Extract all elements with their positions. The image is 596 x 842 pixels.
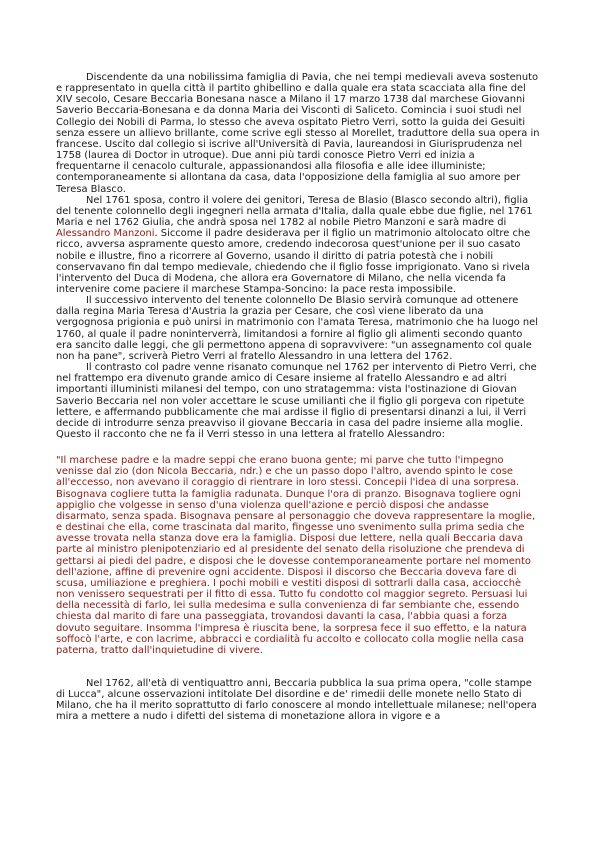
paragraph-reconciliation: Il contrasto col padre venne risanato comunque nel 1762 per intervento di Pietro Verri, che nel frattempo era divenuto grande amico di Cesare insieme al fratello Alessandro e ad altri importanti illuministi milanesi del tempo, con uno stratagemma: vista l'ostinazione di Giovan Saverio Beccaria nel non voler accettare le scuse umilianti che il figlio gli porgeva con ripetute lettere, e affermando pubblicamente che mai ardisse il figlio di presentarsi dinanzi a lui, il Verri decide di introdurre senza preavviso il giovane Beccaria in casa del padre insieme alla moglie. Questo il racconto che ne fa il Verri stesso in una lettera al fratello Alessandro: xyxy=(56,362,537,440)
manzoni-link[interactable]: Alessandro Manzoni xyxy=(56,228,155,240)
paragraph-first-work: Nel 1762, all'età di ventiquattro anni, Beccaria pubblica la sua prima opera, "colle stampe di Lucca", alcune osservazioni intitolate Del disordine e de' rimedii delle monete nello Stato di Milano, che ha il merito soprattutto di farlo conoscere al mondo intellettuale milanese; nell'opera mira a mettere a nudo i difetti del sistema di monetazione allora in vigore e a xyxy=(56,677,537,723)
paragraph-marriage-before: Nel 1761 sposa, contro il volere dei genitori, Teresa de Blasio (Blasco secondo altri), figlia del tenente colonnello degli ingegneri nella armata d'Italia, dalla quale ebbe due figlie, nel 1761 Maria e nel 1762 Giulia, che andrà sposa nel 1782 al nobile Pietro Manzoni e sarà madre di xyxy=(56,194,533,229)
paragraph-marriage xyxy=(56,195,540,295)
paragraph-intervention: Il successivo intervento del tenente colonnello De Blasio servirà comunque ad ottenere dalla regina Maria Teresa d'Austria la grazia per Cesare, che così viene liberato da una vergognosa prigionia e può unirsi in matrimonio con l'amata Teresa, matrimonio che ha luogo nel 1760, al quale il padre noninterverrà, limitandosi a fornire al figlio gli alimenti secondo quanto era sancito dalle leggi, che gli permettono appena di sopravvivere: "un assegnamento col quale non ha pane", scriverà Pietro Verri al fratello Alessandro in una lettera del 1762. xyxy=(56,295,538,362)
paragraph-origins: Discendente da una nobilissima famiglia di Pavia, che nei tempi medievali aveva sostenuto e rappresentato in quella città il partito ghibellino e dalla quale era stata scacciata alla fine del XIV secolo, Cesare Beccaria Bonesana nasce a Milano il 17 marzo 1738 dal marchese Giovanni Saverio Beccaria-Bonesana e da donna Maria dei Visconti di Saliceto. Comincia i suoi studi nel Collegio dei Nobili di Parma, lo stesso che aveva ospitato Pietro Verri, sotto la guida dei Gesuiti senza essere un allievo brillante, come scrive egli stesso al Morellet, traduttore della sua opera in francese. Uscito dal collegio si iscrive all'Università di Pavia, laureandosi in Giurisprudenza nel 1758 (laurea di Doctor in utroque). Due anni più tardi conosce Pietro Verri ed inizia a frequentarne il cenacolo culturale, appassionandosi alla filosofia e alle idee illuministe; contemporaneamente si allontana da casa, data l'opposizione della famiglia al suo amore per Teresa Blasco. xyxy=(56,72,540,195)
paragraph-marriage-after: . Siccome il padre desiderava per il figlio un matrimonio altolocato oltre che ricco, avversa aspramente questo amore, credendo indecorosa quest'unione per il suo casato nobile e illustre, fino a ricorrere al Governo, usando il diritto di patria potestà che i nobili conservavano fin dal tempo medievale, chiedendo che il figlio fosse imprigionato. Vano si rivela l'intervento del Duca di Modena, che allora era Governatore di Milano, che nella vicenda fa intervenire come paciere il marchese Stampa-Soncino: la pace resta impossibile. xyxy=(56,228,531,295)
verri-letter-quote: "Il marchese padre e la madre seppi che erano buona gente; mi parve che tutto l'impegno venisse dal zio (don Nicola Beccaria, ndr.) e che un passo dopo l'altro, avendo spinto le cose all'eccesso, non avevano il coraggio di rientrare in loro stessi. Concepii l'idea di una sorpresa. Bisognava cogliere tutta la famiglia radunata. Dunque l'ora di pranzo. Bisognava togliere ogni appiglio che volgesse in senso d'una violenza quell'azione e perciò disposi che andasse disarmato, senza spada. Bisognava pensare al personaggio che doveva rappresentare la moglie, e destinai che ella, come trascinata dal marito, fingesse uno svenimento sulla prima sedia che avesse trovata nella stanza dove era la famiglia. Disposi due lettere, nella quali Beccaria dava parte al ministro plenipotenziario ed al presidente del senato della risoluzione che prendeva di gettarsi ai piedi del padre, e disposi che le dovesse contemporaneamente portare nel momento dell'azione, affine di prevenire ogni accidente. Disposi il discorso che Beccaria doveva fare di scusa, umiliazione e preghiera. I pochi mobili e vestiti disposi di sottrarli dalla casa, acciocchè non venissero sequestrati per il fitto di essa. Tutto fu condotto col maggior segreto. Persuasi lui della necessità di farlo, lei sulla medesima e sulla convenienza di far sembiante che, essendo chiesta dal marito di fare una passeggiata, trovandosi davanti la casa, l'abbia quasi a forza dovuto seguitare. Insomma l'impresa è riuscita bene, la sorpresa fece il suo effetto, e la natura soffocò l'arte, e con lacrime, abbracci e cordialità fu accolto e collocato colla moglie nella casa paterna, tratto dall'inquietudine di vivere. xyxy=(56,455,536,656)
